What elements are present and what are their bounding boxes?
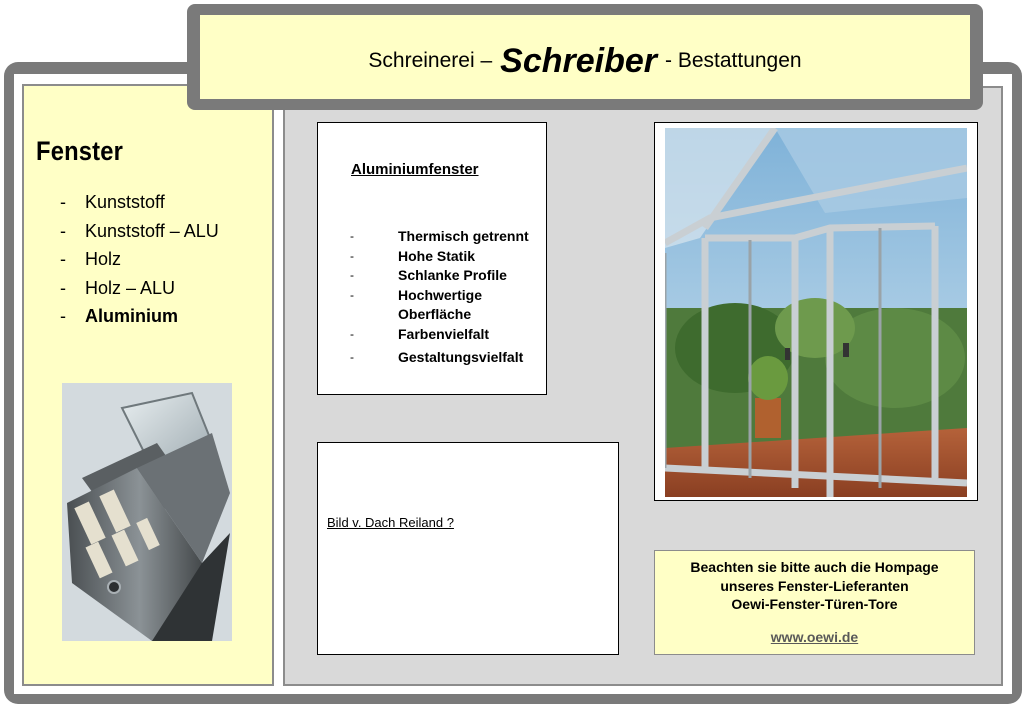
sidebar-title: Fenster [36, 136, 124, 166]
title-brand: Schreiber [500, 41, 657, 80]
image-placeholder-box [317, 442, 619, 655]
window-profile-icon [62, 383, 232, 641]
window-profile-image [62, 383, 232, 641]
conservatory-photo [665, 128, 967, 497]
header-banner [200, 15, 970, 99]
supplier-website-link[interactable]: www.oewi.de [770, 629, 859, 645]
sidebar-item-label: Holz – ALU [85, 277, 176, 298]
conservatory-photo-icon [665, 128, 967, 497]
sidebar-panel: Fenster - Kunststoff - Kunststoff – ALU - Holz - Holz – ALU - Aluminium [22, 84, 274, 686]
feature-item: - Thermisch getrennt [350, 228, 529, 244]
photo-frame [654, 122, 978, 501]
info-line: unseres Fenster-Lieferanten [720, 577, 909, 594]
info-line: Oewi-Fenster-Türen-Tore [731, 596, 898, 612]
sidebar-item-label: Kunststoff [85, 192, 165, 212]
sidebar-item-label: Kunststoff – ALU [85, 220, 219, 241]
supplier-info-box [654, 550, 975, 655]
feature-item: - Schlanke Profile [350, 267, 507, 283]
image-placeholder-text: Bild v. Dach Reiland ? [327, 515, 454, 530]
page-title [200, 15, 970, 99]
aluminium-title: Aluminiumfenster [351, 161, 479, 178]
feature-item: - Farbenvielfalt [350, 325, 490, 342]
feature-item: - Hochwertige Oberfläche [350, 286, 483, 322]
supplier-info-text [655, 558, 974, 614]
info-line: Beachten sie bitte auch die Hompage [690, 559, 939, 575]
aluminium-feature-list [350, 227, 548, 368]
feature-item: - Hohe Statik [350, 247, 476, 264]
title-suffix: - Bestattungen [665, 49, 802, 72]
sidebar-item-label: Holz [85, 249, 122, 269]
sidebar-item-label: Aluminium [85, 306, 178, 326]
feature-item: - Gestaltungsvielfalt [350, 349, 524, 365]
aluminium-features-box [317, 122, 547, 395]
title-prefix: Schreinerei – [368, 49, 493, 72]
